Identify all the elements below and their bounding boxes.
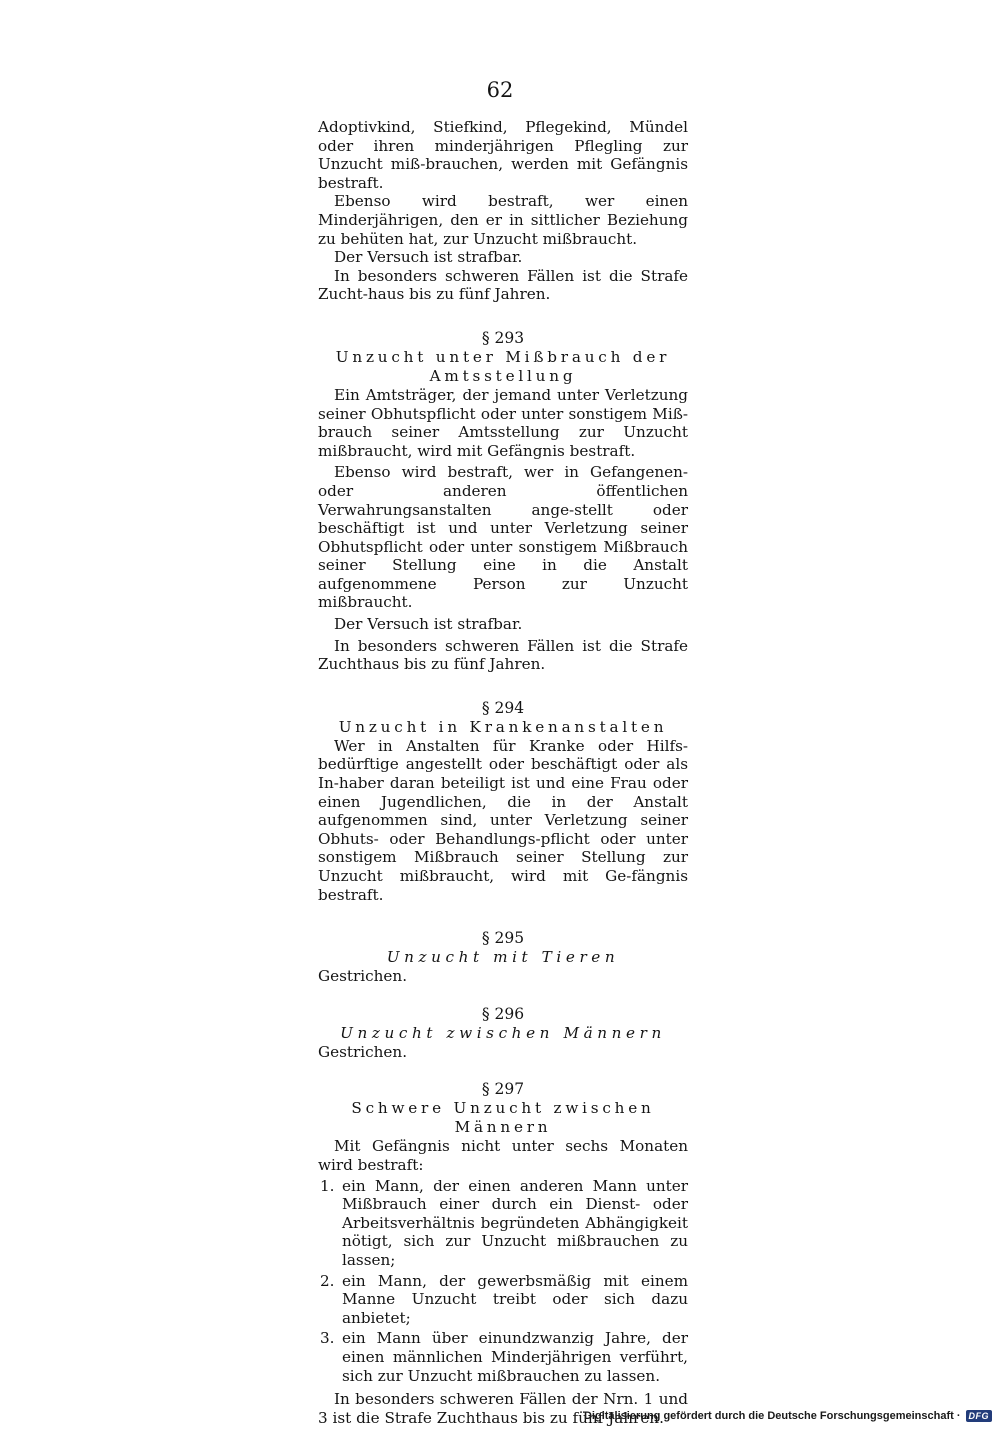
paragraph: Der Versuch ist strafbar. bbox=[334, 248, 523, 267]
section-297 bbox=[318, 1079, 688, 1427]
list-item-number: 1. bbox=[320, 1176, 335, 1195]
paragraph: Gestrichen. bbox=[318, 1042, 408, 1061]
section-title: Unzucht mit Tieren bbox=[386, 948, 620, 967]
paragraph: Der Versuch ist strafbar. bbox=[334, 615, 523, 634]
section-title: Unzucht zwischen Männern bbox=[340, 1023, 666, 1042]
dfg-logo-icon: DFG bbox=[966, 1410, 993, 1422]
paragraph: Ebenso wird bestraft, wer in Gefangenen- oder anderen öffentlichen Verwahrungsanstalten ange-stellt oder beschäftigt ist und unter Verletzung seiner Obhutspflicht oder unter sonstigem Mißbrauch seiner Stellung eine in die Anstalt aufgenommene Person zur Unzucht mißbraucht. bbox=[318, 463, 688, 612]
list-item-text: ein Mann, der gewerbsmäßig mit einem Manne Unzucht treibt oder sich dazu anbietet; bbox=[342, 1271, 688, 1327]
page-number: 62 bbox=[486, 78, 514, 102]
list-item-number: 3. bbox=[320, 1329, 335, 1348]
section-293 bbox=[318, 328, 688, 674]
paragraph: In besonders schweren Fällen ist die Strafe Zuchthaus bis zu fünf Jahren. bbox=[318, 636, 688, 674]
list-item-number: 2. bbox=[320, 1271, 335, 1290]
section-title: Unzucht unter Mißbrauch der bbox=[335, 347, 671, 366]
paragraph: Gestrichen. bbox=[318, 967, 408, 986]
section-number: § 294 bbox=[481, 698, 525, 717]
section-title-continued: Amtsstellung bbox=[429, 366, 577, 385]
digitization-footer bbox=[584, 1410, 992, 1422]
paragraph: Adoptivkind, Stiefkind, Pflegekind, Mündel oder ihren minderjährigen Pflegling zur Unzucht miß-brauchen, werden mit Gefängnis bestraft. bbox=[318, 118, 688, 192]
section-294 bbox=[318, 698, 688, 904]
list-item-text: ein Mann, der einen anderen Mann unter Mißbrauch einer durch ein Dienst- oder Arbeitsverhältnis begründeten Abhängigkeit nötigt, sich zur Unzucht mißbrauchen zu lassen; bbox=[342, 1176, 688, 1269]
text-column bbox=[318, 118, 688, 1427]
paragraph: Ebenso wird bestraft, wer einen Minderjährigen, den er in sittlicher Beziehung zu behüten hat, zur Unzucht mißbraucht. bbox=[318, 192, 688, 248]
section-number: § 293 bbox=[481, 328, 525, 347]
paragraph: Ein Amtsträger, der jemand unter Verletzung seiner Obhutspflicht oder unter sonstigem Miß-brauch seiner Amtsstellung zur Unzucht mißbraucht, wird mit Gefängnis bestraft. bbox=[318, 385, 688, 460]
section-title: Schwere Unzucht zwischen Männern bbox=[351, 1099, 655, 1137]
list-item bbox=[318, 1177, 688, 1270]
section-295 bbox=[318, 928, 688, 986]
section-number: § 297 bbox=[481, 1080, 525, 1099]
paragraph: Wer in Anstalten für Kranke oder Hilfs-bedürftige angestellt oder beschäftigt oder als In-haber daran beteiligt ist und eine Frau oder einen Jugendlichen, die in der Anstalt aufgenommen sind, unter Verletzung seiner Obhuts- oder Behandlungs-pflicht oder unter sonstigem Mißbrauch seiner Stellung zur Unzucht mißbraucht, wird mit Ge-fängnis bestraft. bbox=[318, 736, 688, 904]
paragraph: In besonders schweren Fällen ist die Strafe Zucht-haus bis zu fünf Jahren. bbox=[318, 266, 688, 304]
section-number: § 296 bbox=[481, 1004, 525, 1023]
section-title: Unzucht in Krankenanstalten bbox=[338, 717, 668, 736]
list-item bbox=[318, 1272, 688, 1328]
intro-section bbox=[318, 118, 688, 304]
footer-text: Digitalisierung gefördert durch die Deutsche Forschungsgemeinschaft · bbox=[583, 1410, 961, 1422]
enumerated-list bbox=[318, 1177, 688, 1386]
list-item-text: ein Mann über einundzwanzig Jahre, der einen männlichen Minderjährigen verführt, sich zur Unzucht mißbrauchen zu lassen. bbox=[342, 1329, 688, 1385]
paragraph: Mit Gefängnis nicht unter sechs Monaten wird bestraft: bbox=[318, 1137, 688, 1174]
section-number: § 295 bbox=[481, 929, 525, 948]
section-296 bbox=[318, 1004, 688, 1062]
list-item bbox=[318, 1329, 688, 1385]
paragraph: In besonders schweren Fällen der Nrn. 1 und 3 ist die Strafe Zuchthaus bis zu fünf Jahren. bbox=[318, 1390, 688, 1427]
